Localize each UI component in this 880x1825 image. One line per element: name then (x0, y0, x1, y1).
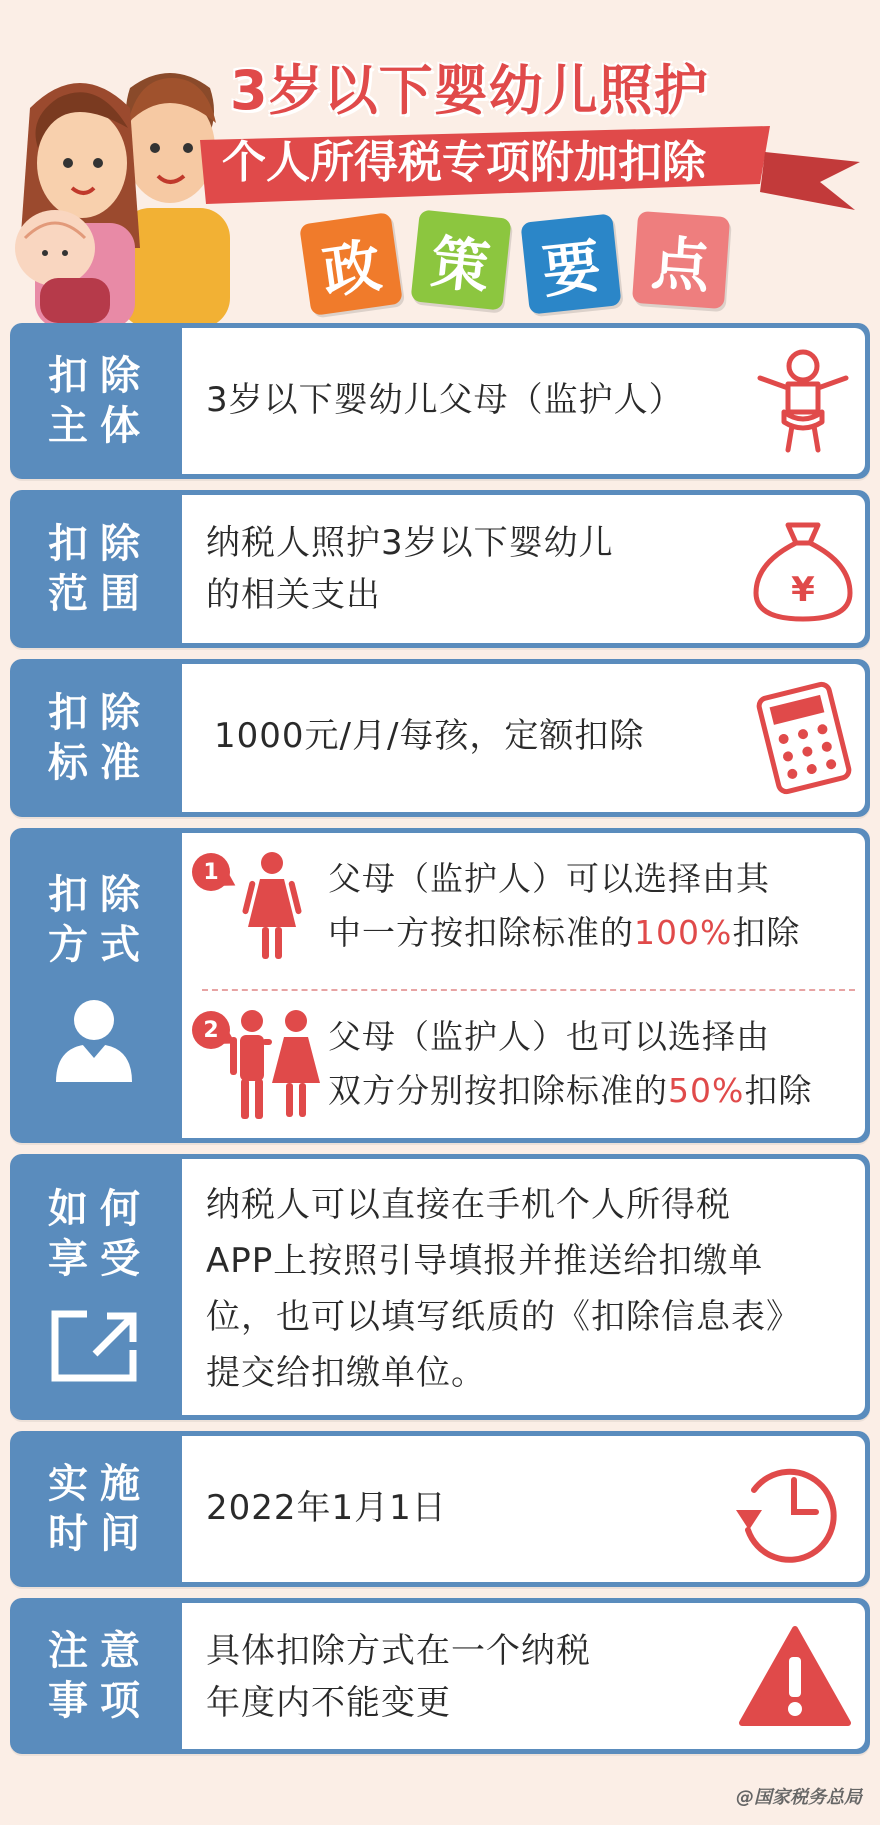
row-text-line-3: 位，也可以填写纸质的《扣除信息表》 (206, 1297, 801, 1337)
row-content (182, 833, 865, 1138)
option-2-line-1: 父母（监护人）也可以选择由 (328, 1017, 770, 1056)
calculator-icon (752, 680, 856, 796)
source-credit: @国家税务总局 (736, 1787, 862, 1808)
row-deduction-standard (10, 659, 870, 817)
row-content (182, 328, 865, 474)
row-deduction-subject (10, 323, 870, 479)
share-icon (49, 1308, 139, 1384)
policy-points-tiles (305, 214, 775, 314)
option-1-percent: 100% (634, 913, 733, 952)
row-deduction-scope (10, 490, 870, 648)
option-2-percent: 50% (668, 1071, 745, 1110)
person-icon (52, 994, 136, 1084)
row-text-line-4: 提交给扣缴单位。 (206, 1353, 486, 1393)
row-label: 扣除 标准 (48, 690, 152, 786)
row-label: 扣除 方式 (10, 828, 178, 1143)
row-text-line-1: 纳税人照护3岁以下婴幼儿 (206, 523, 614, 563)
option-2-line-2: 双方分别按扣除标准的50%扣除 (328, 1071, 813, 1110)
tile-ce: 策 (410, 209, 511, 310)
row-effective-date (10, 1431, 870, 1587)
row-label: 如何 享受 (10, 1154, 178, 1420)
row-text-line-2: 的相关支出 (206, 575, 381, 615)
row-label: 扣除 范围 (48, 521, 152, 617)
warning-icon (738, 1625, 852, 1727)
divider (202, 989, 855, 991)
row-content (182, 1603, 865, 1749)
tile-yao: 要 (520, 213, 621, 314)
row-text: 2022年1月1日 (206, 1488, 447, 1528)
row-text-line-2: 年度内不能变更 (206, 1683, 451, 1723)
clock-icon (732, 1450, 852, 1568)
tile-zheng: 政 (299, 212, 403, 316)
option-1-badge: 1 (192, 853, 230, 891)
row-text-line-1: 纳税人可以直接在手机个人所得税 (206, 1185, 731, 1225)
row-how-to-enjoy (10, 1154, 870, 1420)
baby-icon (748, 346, 858, 456)
subtitle: 个人所得税专项附加扣除 (222, 137, 706, 188)
woman-icon (242, 851, 302, 961)
row-content (182, 664, 865, 812)
tile-dian: 点 (632, 211, 730, 309)
option-1-line-1: 父母（监护人）可以选择由其 (328, 859, 770, 898)
row-deduction-method (10, 828, 870, 1143)
row-label: 扣除 主体 (48, 353, 152, 449)
row-content (182, 1159, 865, 1415)
row-label: 实施 时间 (48, 1461, 152, 1557)
money-bag-icon (750, 513, 856, 625)
svg-text:¥: ¥ (791, 570, 815, 610)
row-text: 3岁以下婴幼儿父母（监护人） (206, 380, 684, 420)
row-content (182, 1436, 865, 1582)
option-2-badge: 2 (192, 1011, 230, 1049)
row-text-line-1: 具体扣除方式在一个纳税 (206, 1631, 591, 1671)
row-notes (10, 1598, 870, 1754)
row-content (182, 495, 865, 643)
row-label: 注意 事项 (48, 1628, 152, 1724)
couple-icon (226, 1009, 322, 1121)
option-1-line-2: 中一方按扣除标准的100%扣除 (328, 913, 801, 952)
main-title: 3岁以下婴幼儿照护 (230, 59, 709, 122)
header (0, 0, 880, 325)
row-text: 1000元/月/每孩，定额扣除 (214, 716, 645, 756)
row-text-line-2: APP上按照引导填报并推送给扣缴单 (206, 1241, 764, 1281)
